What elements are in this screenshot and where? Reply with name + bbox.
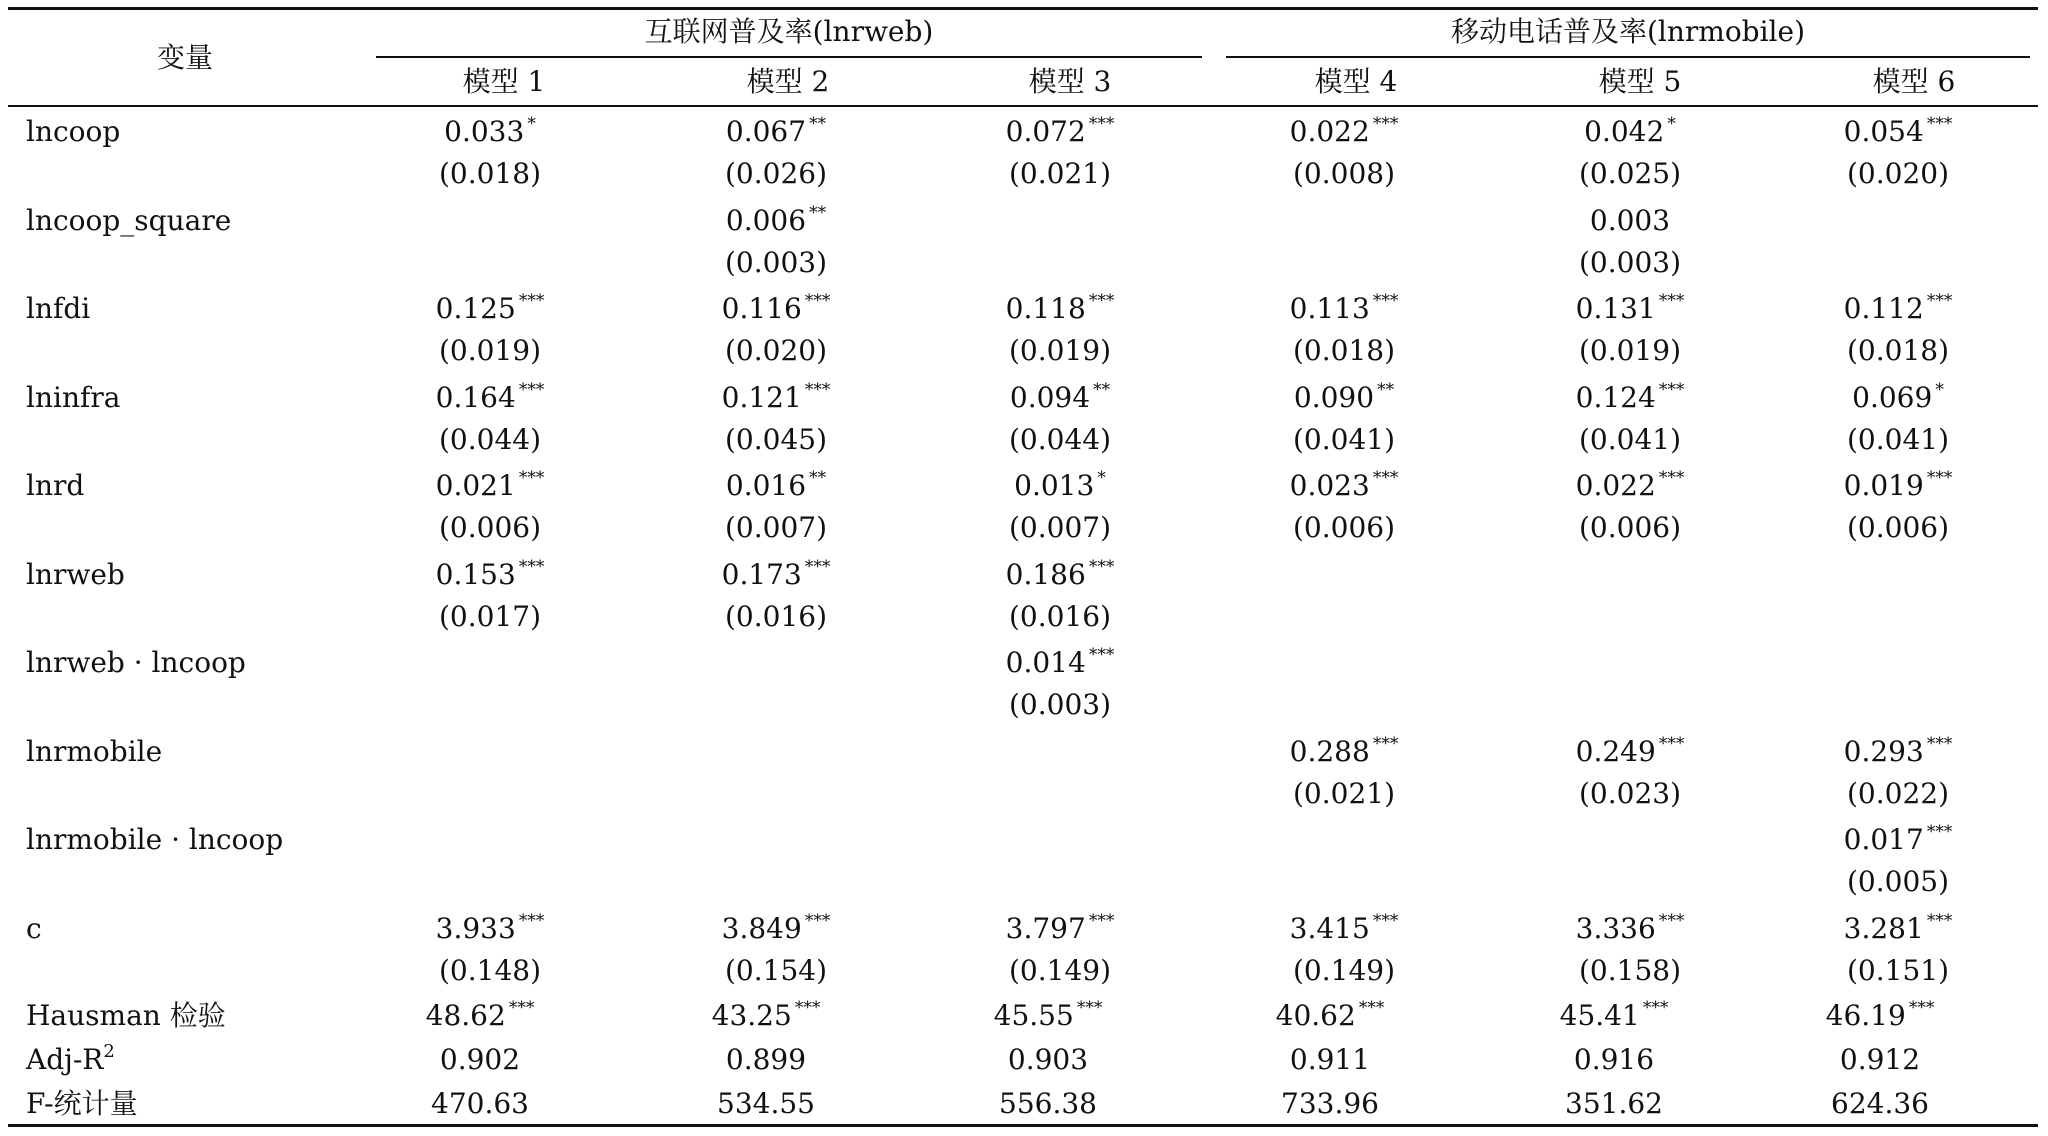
significance-stars: *** <box>518 911 545 931</box>
significance-stars: *** <box>1926 822 1953 842</box>
coefficient-cell <box>950 380 1170 416</box>
header-rule <box>8 105 2038 107</box>
value: 0.017 <box>1843 823 1924 856</box>
std-error-cell: (0.019) <box>1008 334 1111 367</box>
row-label: lnfdi <box>26 292 91 325</box>
std-error-cell: (0.041) <box>1578 423 1681 456</box>
std-error-cell: (0.044) <box>438 423 541 456</box>
significance-stars: *** <box>1372 734 1399 754</box>
significance-stars: *** <box>1926 114 1953 134</box>
significance-stars: *** <box>804 291 831 311</box>
significance-stars: *** <box>1088 114 1115 134</box>
significance-stars: *** <box>1658 734 1685 754</box>
model-header: 模型 4 <box>1314 65 1398 98</box>
coefficient-cell <box>666 468 886 504</box>
value: 0.249 <box>1575 735 1656 768</box>
coefficient-cell <box>380 380 600 416</box>
value: 45.55 <box>993 999 1074 1032</box>
coefficient-cell <box>1520 114 1740 150</box>
significance-stars: * <box>1935 380 1944 400</box>
std-error-cell: (0.025) <box>1578 157 1681 190</box>
significance-stars: ** <box>809 114 827 134</box>
significance-stars: *** <box>1926 291 1953 311</box>
value: 3.415 <box>1289 912 1370 945</box>
value: 45.41 <box>1559 999 1640 1032</box>
std-error-cell: (0.005) <box>1846 865 1949 898</box>
std-error-cell: (0.018) <box>438 157 541 190</box>
std-error-cell: (0.021) <box>1292 777 1395 810</box>
value: 3.849 <box>721 912 802 945</box>
stat-label: F-统计量 <box>26 1087 138 1120</box>
significance-stars: * <box>1667 114 1676 134</box>
value: 0.013 <box>1014 469 1095 502</box>
value: 351.62 <box>1565 1087 1663 1120</box>
row-label: lnrweb <box>26 558 125 591</box>
value: 0.014 <box>1005 646 1086 679</box>
value: 0.118 <box>1005 292 1086 325</box>
coefficient-cell <box>1234 380 1454 416</box>
coefficient-cell <box>1234 114 1454 150</box>
significance-stars: *** <box>1658 291 1685 311</box>
coefficient-cell <box>1234 911 1454 947</box>
coefficient-cell <box>380 114 600 150</box>
model-header: 模型 1 <box>462 65 546 98</box>
std-error-cell: (0.016) <box>724 600 827 633</box>
row-label: c <box>26 912 42 945</box>
coefficient-cell <box>1234 468 1454 504</box>
std-error-cell: (0.007) <box>724 511 827 544</box>
value: 534.55 <box>717 1087 815 1120</box>
value: 0.003 <box>1589 204 1671 237</box>
stat-value-cell <box>938 1086 1158 1122</box>
significance-stars: *** <box>1372 114 1399 134</box>
value: 0.916 <box>1573 1043 1655 1076</box>
coefficient-cell <box>1520 468 1740 504</box>
std-error-cell: (0.045) <box>724 423 827 456</box>
significance-stars: *** <box>804 380 831 400</box>
coefficient-cell <box>1520 911 1740 947</box>
model-header: 模型 6 <box>1872 65 1956 98</box>
value: 0.124 <box>1575 381 1656 414</box>
coefficient-cell <box>1520 291 1740 327</box>
std-error-cell: (0.041) <box>1292 423 1395 456</box>
std-error-cell: (0.017) <box>438 600 541 633</box>
stat-value-cell <box>370 1042 590 1078</box>
value: 0.006 <box>725 204 807 237</box>
significance-stars: *** <box>794 998 821 1018</box>
significance-stars: ** <box>809 468 827 488</box>
std-error-cell: (0.041) <box>1846 423 1949 456</box>
coefficient-cell <box>1234 291 1454 327</box>
significance-stars: *** <box>1372 468 1399 488</box>
std-error-cell: (0.020) <box>724 334 827 367</box>
bottom-rule <box>8 1124 2038 1127</box>
significance-stars: *** <box>1088 911 1115 931</box>
significance-stars: *** <box>1088 557 1115 577</box>
coefficient-cell <box>950 468 1170 504</box>
coefficient-cell <box>1234 734 1454 770</box>
value: 0.022 <box>1575 469 1656 502</box>
significance-stars: *** <box>1358 998 1385 1018</box>
stat-value-cell <box>1770 998 1990 1034</box>
significance-stars: * <box>527 114 536 134</box>
model-header: 模型 3 <box>1028 65 1112 98</box>
coefficient-cell <box>666 114 886 150</box>
significance-stars: *** <box>1372 911 1399 931</box>
stat-value-cell <box>370 998 590 1034</box>
significance-stars: *** <box>1088 645 1115 665</box>
value: 0.912 <box>1839 1043 1921 1076</box>
value: 0.067 <box>725 115 807 148</box>
stat-value-cell <box>656 1086 876 1122</box>
std-error-cell: (0.003) <box>1008 688 1111 721</box>
significance-stars: *** <box>1076 998 1103 1018</box>
significance-stars: *** <box>518 291 545 311</box>
significance-stars: ** <box>1093 380 1111 400</box>
significance-stars: * <box>1097 468 1106 488</box>
value: 0.911 <box>1289 1043 1371 1076</box>
significance-stars: *** <box>1658 911 1685 931</box>
value: 0.090 <box>1293 381 1375 414</box>
value: 0.164 <box>435 381 516 414</box>
coefficient-cell <box>950 911 1170 947</box>
model-header: 模型 5 <box>1598 65 1682 98</box>
value: 0.131 <box>1575 292 1656 325</box>
stat-value-cell <box>656 1042 876 1078</box>
std-error-cell: (0.006) <box>1846 511 1949 544</box>
value: 0.173 <box>721 558 802 591</box>
significance-stars: *** <box>1908 998 1935 1018</box>
row-label: lninfra <box>26 381 121 414</box>
value: 0.186 <box>1005 558 1086 591</box>
value: 0.153 <box>435 558 516 591</box>
std-error-cell: (0.154) <box>724 954 827 987</box>
value: 0.054 <box>1843 115 1924 148</box>
value: 0.899 <box>725 1043 807 1076</box>
std-error-cell: (0.008) <box>1292 157 1395 190</box>
significance-stars: *** <box>518 468 545 488</box>
coefficient-cell <box>666 557 886 593</box>
std-error-cell: (0.006) <box>1578 511 1681 544</box>
value: 556.38 <box>999 1087 1097 1120</box>
value: 0.033 <box>444 115 525 148</box>
coefficient-cell <box>666 911 886 947</box>
value: 0.094 <box>1009 381 1091 414</box>
value: 733.96 <box>1281 1087 1379 1120</box>
stat-value-cell <box>1220 1042 1440 1078</box>
std-error-cell: (0.018) <box>1846 334 1949 367</box>
value: 470.63 <box>431 1087 529 1120</box>
stat-value-cell <box>1770 1086 1990 1122</box>
variable-header: 变量 <box>156 41 213 74</box>
stat-label: Hausman 检验 <box>26 999 226 1032</box>
significance-stars: ** <box>1377 380 1395 400</box>
significance-stars: *** <box>1658 468 1685 488</box>
value: 0.288 <box>1289 735 1370 768</box>
significance-stars: *** <box>804 911 831 931</box>
group-web-rule <box>376 56 1202 58</box>
std-error-cell: (0.019) <box>438 334 541 367</box>
std-error-cell: (0.026) <box>724 157 827 190</box>
stat-value-cell <box>1220 1086 1440 1122</box>
coefficient-cell <box>666 380 886 416</box>
stat-value-cell <box>656 998 876 1034</box>
stat-value-cell <box>1504 998 1724 1034</box>
coefficient-cell <box>1520 203 1740 239</box>
stat-value-cell <box>1220 998 1440 1034</box>
significance-stars: *** <box>508 998 535 1018</box>
stat-value-cell <box>1504 1086 1724 1122</box>
coefficient-cell <box>666 203 886 239</box>
std-error-cell: (0.158) <box>1578 954 1681 987</box>
coefficient-cell <box>380 911 600 947</box>
std-error-cell: (0.020) <box>1846 157 1949 190</box>
coefficient-cell <box>1788 468 2008 504</box>
value: 0.022 <box>1289 115 1370 148</box>
value: 0.903 <box>1007 1043 1089 1076</box>
superscript: 2 <box>103 1041 115 1062</box>
std-error-cell: (0.006) <box>438 511 541 544</box>
group-mobile-rule <box>1226 56 2030 58</box>
significance-stars: *** <box>1926 911 1953 931</box>
std-error-cell: (0.044) <box>1008 423 1111 456</box>
coefficient-cell <box>666 291 886 327</box>
significance-stars: *** <box>1372 291 1399 311</box>
value: 0.023 <box>1289 469 1370 502</box>
value: 0.042 <box>1584 115 1665 148</box>
coefficient-cell <box>950 645 1170 681</box>
significance-stars: ** <box>809 203 827 223</box>
coefficient-cell <box>950 114 1170 150</box>
top-rule <box>8 7 2038 10</box>
stat-value-cell <box>938 1042 1158 1078</box>
value: 0.116 <box>721 292 802 325</box>
significance-stars: *** <box>518 557 545 577</box>
value: 46.19 <box>1825 999 1906 1032</box>
row-label: lncoop <box>26 115 121 148</box>
group-header-web: 互联网普及率(lnrweb) <box>644 15 934 48</box>
value: 0.016 <box>725 469 807 502</box>
significance-stars: *** <box>518 380 545 400</box>
value: 0.113 <box>1289 292 1370 325</box>
std-error-cell: (0.151) <box>1846 954 1949 987</box>
std-error-cell: (0.148) <box>438 954 541 987</box>
model-header: 模型 2 <box>746 65 830 98</box>
significance-stars: *** <box>804 557 831 577</box>
coefficient-cell <box>1788 291 2008 327</box>
value: 0.069 <box>1852 381 1933 414</box>
coefficient-cell <box>1788 380 2008 416</box>
value: 0.112 <box>1843 292 1924 325</box>
row-label: lnrweb · lncoop <box>26 646 246 679</box>
std-error-cell: (0.021) <box>1008 157 1111 190</box>
coefficient-cell <box>1788 734 2008 770</box>
row-label: lnrd <box>26 469 85 502</box>
value: 40.62 <box>1275 999 1356 1032</box>
stat-value-cell <box>1770 1042 1990 1078</box>
value: 0.902 <box>439 1043 521 1076</box>
coefficient-cell <box>1788 822 2008 858</box>
std-error-cell: (0.006) <box>1292 511 1395 544</box>
std-error-cell: (0.149) <box>1008 954 1111 987</box>
value: 3.336 <box>1575 912 1656 945</box>
coefficient-cell <box>1520 734 1740 770</box>
coefficient-cell <box>950 557 1170 593</box>
row-label: lncoop_square <box>26 204 232 237</box>
value: 3.281 <box>1843 912 1924 945</box>
coefficient-cell <box>380 291 600 327</box>
significance-stars: *** <box>1642 998 1669 1018</box>
value: 43.25 <box>711 999 792 1032</box>
std-error-cell: (0.007) <box>1008 511 1111 544</box>
stat-value-cell <box>1504 1042 1724 1078</box>
stat-label: Adj-$R^2$ <box>26 1041 115 1076</box>
significance-stars: *** <box>1926 734 1953 754</box>
std-error-cell: (0.023) <box>1578 777 1681 810</box>
group-header-mobile: 移动电话普及率(lnrmobile) <box>1450 15 1806 48</box>
value: 0.019 <box>1843 469 1924 502</box>
value: 0.125 <box>435 292 516 325</box>
std-error-cell: (0.016) <box>1008 600 1111 633</box>
value: 0.021 <box>435 469 516 502</box>
stat-value-cell <box>370 1086 590 1122</box>
value: 0.072 <box>1005 115 1086 148</box>
significance-stars: *** <box>1926 468 1953 488</box>
significance-stars: *** <box>1658 380 1685 400</box>
coefficient-cell <box>380 557 600 593</box>
value: 3.933 <box>435 912 516 945</box>
row-label: lnrmobile <box>26 735 163 768</box>
stat-value-cell <box>938 998 1158 1034</box>
value: 624.36 <box>1831 1087 1929 1120</box>
coefficient-cell <box>1520 380 1740 416</box>
coefficient-cell <box>950 291 1170 327</box>
coefficient-cell <box>1788 114 2008 150</box>
std-error-cell: (0.003) <box>724 246 827 279</box>
std-error-cell: (0.022) <box>1846 777 1949 810</box>
std-error-cell: (0.149) <box>1292 954 1395 987</box>
value: 0.121 <box>721 381 802 414</box>
std-error-cell: (0.003) <box>1578 246 1681 279</box>
std-error-cell: (0.019) <box>1578 334 1681 367</box>
significance-stars: *** <box>1088 291 1115 311</box>
value: 48.62 <box>425 999 506 1032</box>
row-label: lnrmobile · lncoop <box>26 823 284 856</box>
value: 3.797 <box>1005 912 1086 945</box>
coefficient-cell <box>380 468 600 504</box>
coefficient-cell <box>1788 911 2008 947</box>
std-error-cell: (0.018) <box>1292 334 1395 367</box>
value: 0.293 <box>1843 735 1924 768</box>
